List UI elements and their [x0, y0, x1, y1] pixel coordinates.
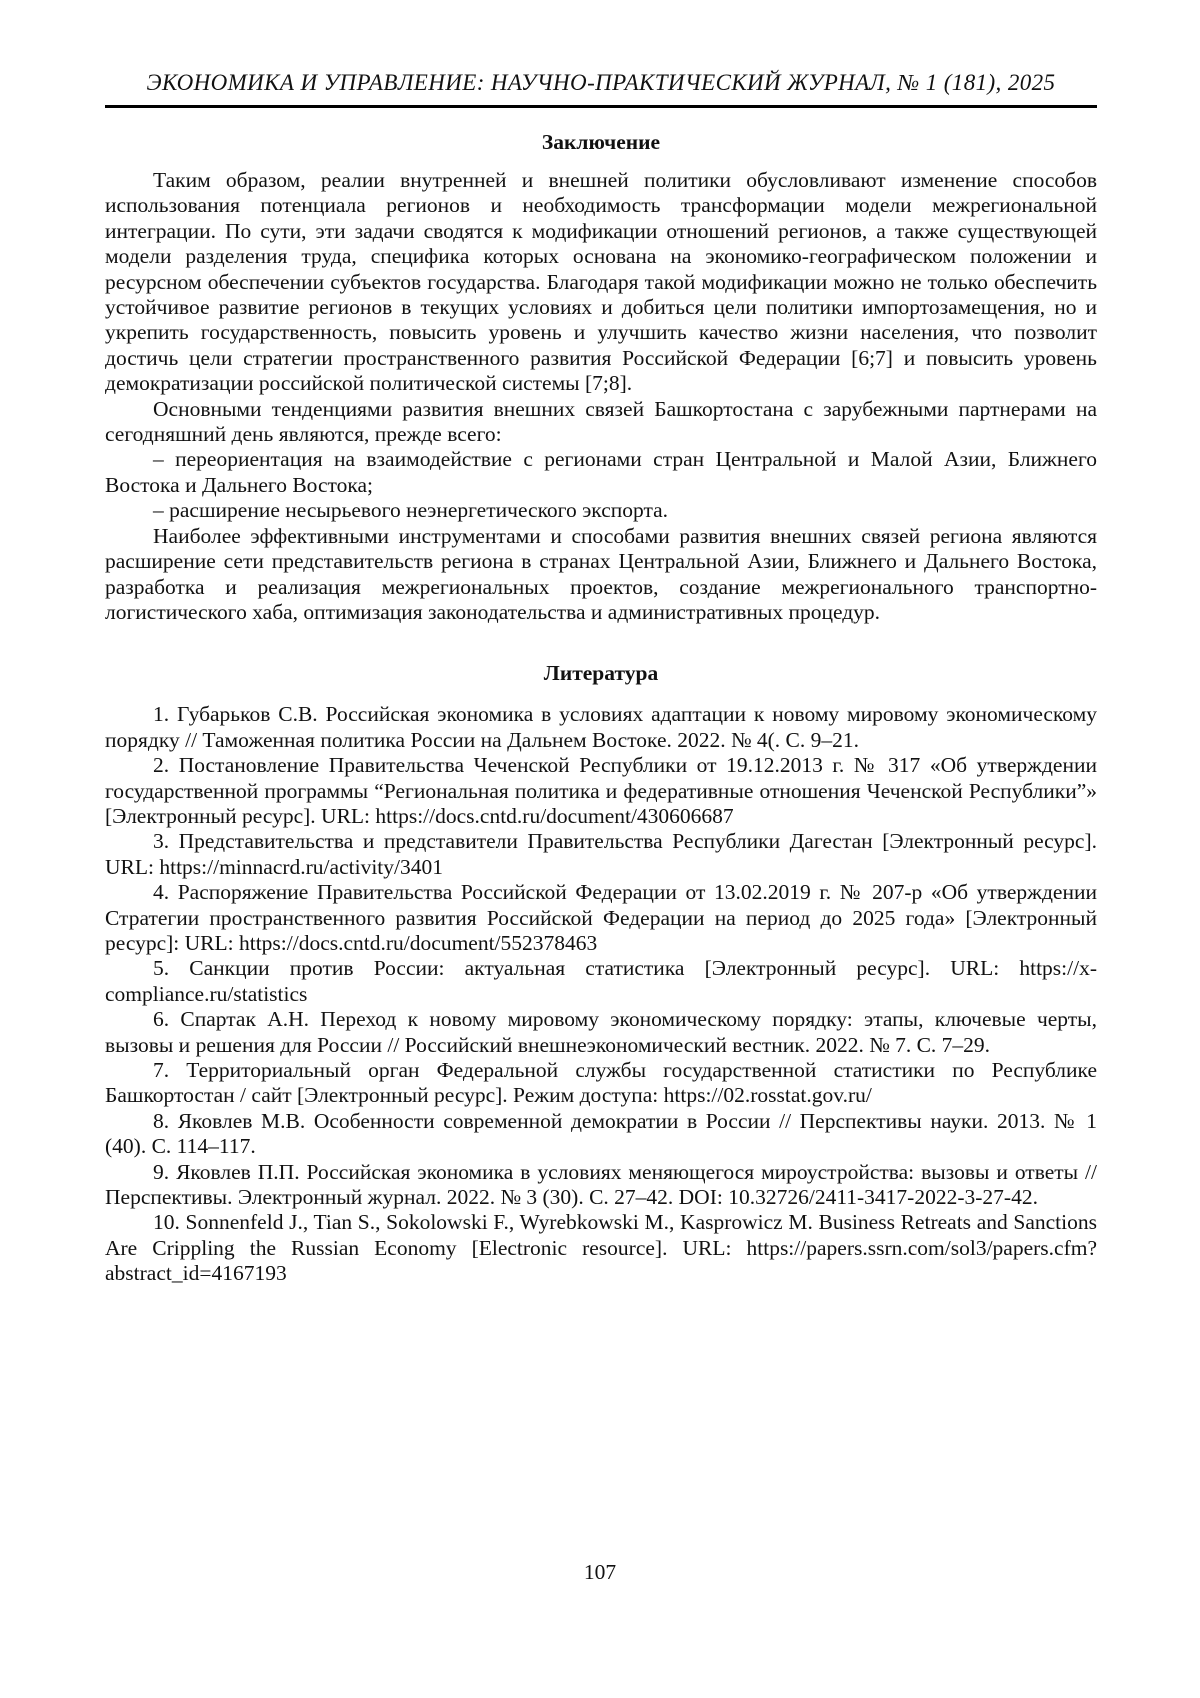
page-content: [105, 70, 1097, 1287]
conclusion-paragraph: Наиболее эффективными инструментами и способами развития внешних связей региона являются расширение сети представительств региона в странах Центральной Азии, Ближнего и Дальнего Востока, разработка и реализация межрегиональных проектов, создание межрегионального транспортно-логистического хаба, оптимизация законодательства и административных процедур.: [105, 523, 1097, 624]
references-heading: Литература: [543, 661, 659, 686]
conclusion-heading: Заключение: [541, 130, 661, 154]
conclusion-paragraph: Основными тенденциями развития внешних связей Башкортостана с зарубежными партнерами на сегодняшний день являются, прежде всего:: [105, 396, 1097, 447]
conclusion-list-item: – переориентация на взаимодействие с регионами стран Центральной и Малой Азии, Ближнего Востока и Дальнего Востока;: [105, 447, 1097, 497]
reference-item: 10. Sonnenfeld J., Tian S., Sokolowski F., Wyrebkowski M., Kasprowicz M. Business Retreats and Sanctions Are Crippling the Russian Economy [Electronic resource]. URL: https://papers.ssrn.com/sol3/papers.cfm?abstract_id=4167193: [105, 1210, 1097, 1286]
reference-item: 1. Губарьков С.В. Российская экономика в условиях адаптации к новому мировому экономическому порядку // Таможенная политика России на Дальнем Востоке. 2022. № 4(. С. 9–21.: [105, 702, 1097, 752]
reference-item: 5. Санкции против России: актуальная статистика [Электронный ресурс]. URL: https://x-compliance.ru/statistics: [105, 956, 1097, 1006]
reference-item: 6. Спартак А.Н. Переход к новому мировому экономическому порядку: этапы, ключевые черты, вызовы и решения для России // Российский внешнеэкономический вестник. 2022. № 7. С. 7–29.: [105, 1007, 1097, 1057]
reference-item: 4. Распоряжение Правительства Российской Федерации от 13.02.2019 г. № 207-р «Об утверждении Стратегии пространственного развития Российской Федерации на период до 2025 года» [Электронный ресурс]: URL: https://docs.cntd.ru/document/552378463: [105, 880, 1097, 955]
conclusion-paragraph: Таким образом, реалии внутренней и внешней политики обусловливают изменение способов использования потенциала регионов и необходимость трансформации модели межрегиональной интеграции. По сути, эти задачи сводятся к модификации отношений регионов, а также существующей модели разделения труда, специфика которых основана на экономико-географическом положении и ресурсном обеспечении субъектов государства. Благодаря такой модификации можно не только обеспечить устойчивое развитие регионов в текущих условиях и добиться цели политики импортозамещения, но и укрепить государственность, повысить уровень и улучшить качество жизни населения, что позволит достичь цели стратегии пространственного развития Российской Федерации [6;7] и повысить уровень демократизации российской политической системы [7;8].: [105, 168, 1097, 396]
reference-item: 9. Яковлев П.П. Российская экономика в условиях меняющегося мироустройства: вызовы и ответы // Перспективы. Электронный журнал. 2022. № 3 (30). С. 27–42. DOI: 10.32726/2411-3417-2022-3-27-42.: [105, 1159, 1097, 1210]
journal-running-header: ЭКОНОМИКА И УПРАВЛЕНИЕ: НАУЧНО-ПРАКТИЧЕСКИЙ ЖУРНАЛ, № 1 (181), 2025: [105, 70, 1097, 108]
reference-item: 3. Представительства и представители Правительства Республики Дагестан [Электронный ресурс]. URL: https://minnacrd.ru/activity/3401: [105, 829, 1097, 879]
conclusion-list-item: – расширение несырьевого неэнергетического экспорта.: [153, 498, 669, 523]
page-number: 107: [583, 1560, 617, 1584]
reference-item: 7. Территориальный орган Федеральной службы государственной статистики по Республике Башкортостан / сайт [Электронный ресурс]. Режим доступа: https://02.rosstat.gov.ru/: [105, 1058, 1097, 1108]
reference-item: 2. Постановление Правительства Чеченской Республики от 19.12.2013 г. № 317 «Об утверждении государственной программы “Региональная политика и федеративные отношения Чеченской Республики”» [Электронный ресурс]. URL: https://docs.cntd.ru/document/430606687: [105, 753, 1097, 828]
reference-item: 8. Яковлев М.В. Особенности современной демократии в России // Перспективы науки. 2013. № 1 (40). С. 114–117.: [105, 1108, 1097, 1159]
